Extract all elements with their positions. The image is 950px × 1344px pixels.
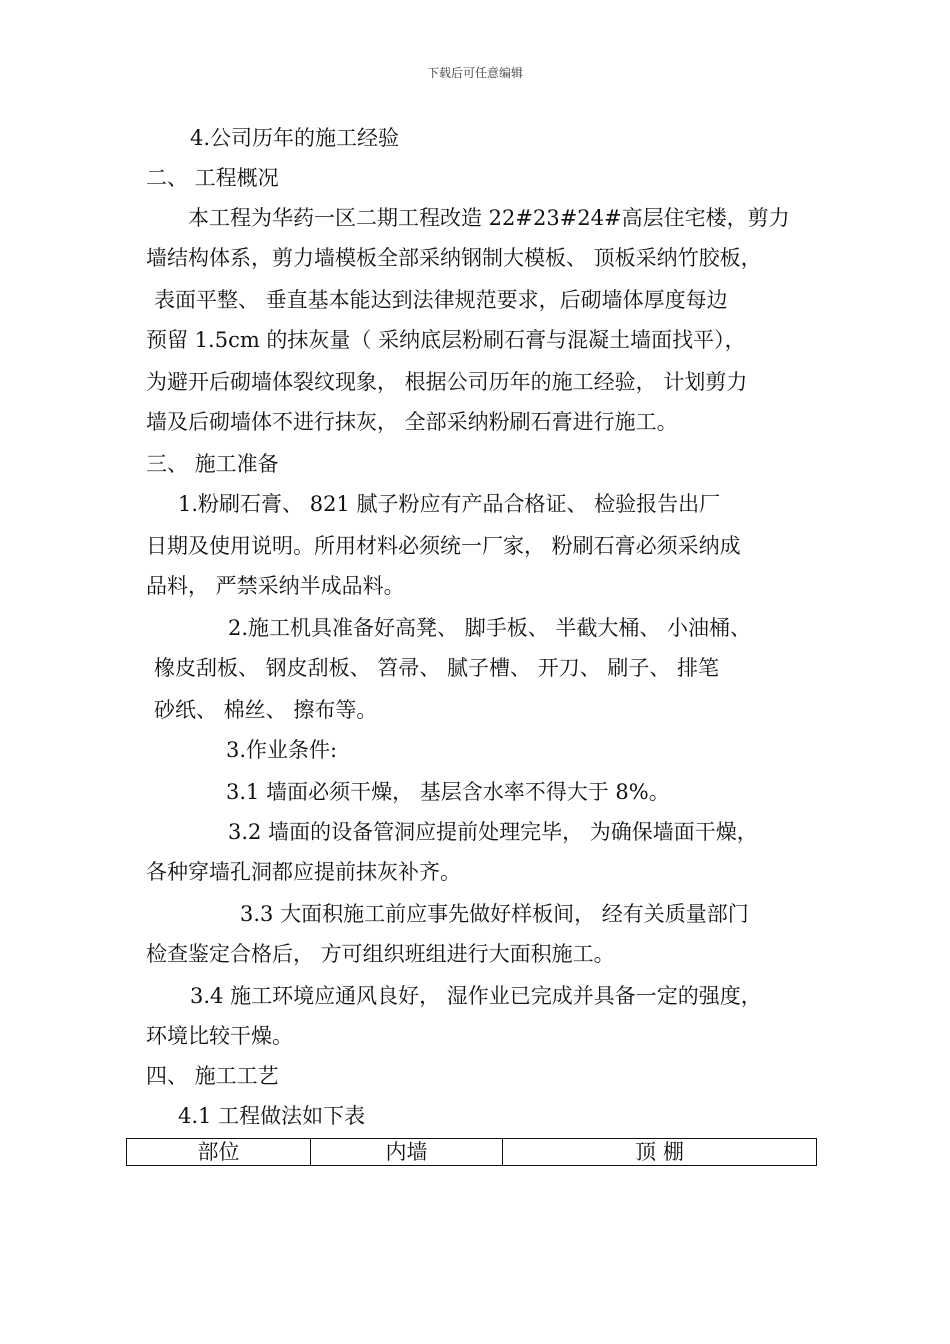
- text-line: 品料， 严禁采纳半成品料。: [146, 574, 405, 598]
- text-line: 本工程为华药一区二期工程改造 22#23#24#高层住宅楼，剪力: [188, 206, 790, 230]
- table-header-cell-inner-wall: 内墙: [311, 1139, 503, 1166]
- text-line: 二、 工程概况: [146, 166, 279, 190]
- text-line: 3.作业条件:: [226, 738, 338, 762]
- text-line: 砂纸、 棉丝、 擦布等。: [154, 698, 378, 722]
- text-line: 墙及后砌墙体不进行抹灰， 全部采纳粉刷石膏进行施工。: [146, 410, 678, 434]
- text-line: 墙结构体系，剪力墙模板全部采纳钢制大模板、 顶板采纳竹胶板，: [146, 246, 762, 270]
- text-line: 橡皮刮板、 钢皮刮板、 笤帚、 腻子槽、 开刀、 刷子、 排笔: [154, 656, 720, 680]
- text-line: 预留 1.5cm 的抹灰量（ 采纳底层粉刷石膏与混凝土墙面找平），: [146, 328, 746, 352]
- table-header-cell-location: 部位: [127, 1139, 311, 1166]
- text-line: 表面平整、 垂直基本能达到法律规范要求，后砌墙体厚度每边: [154, 288, 728, 312]
- text-line: 四、 施工工艺: [146, 1064, 279, 1088]
- construction-method-table: [126, 1138, 817, 1166]
- text-line: 为避开后砌墙体裂纹现象， 根据公司历年的施工经验， 计划剪力: [146, 370, 748, 394]
- text-line: 4.1 工程做法如下表: [178, 1104, 366, 1128]
- text-line: 2.施工机具准备好高凳、 脚手板、 半截大桶、 小油桶、: [228, 616, 752, 640]
- text-line: 各种穿墙孔洞都应提前抹灰补齐。: [146, 860, 461, 884]
- text-line: 三、 施工准备: [146, 452, 279, 476]
- table-header-cell-ceiling: 顶 棚: [503, 1139, 817, 1166]
- text-line: 环境比较干燥。: [146, 1024, 293, 1048]
- text-line: 1.粉刷石膏、 821 腻子粉应有产品合格证、 检验报告出厂: [178, 492, 721, 516]
- table-header-row: [127, 1139, 817, 1166]
- text-line: 检查鉴定合格后， 方可组织班组进行大面积施工。: [146, 942, 615, 966]
- text-line: 3.3 大面积施工前应事先做好样板间， 经有关质量部门: [240, 902, 749, 926]
- text-line: 日期及使用说明。所用材料必须统一厂家， 粉刷石膏必须采纳成: [146, 534, 741, 558]
- text-line: 3.1 墙面必须干燥， 基层含水率不得大于 8%。: [226, 780, 670, 804]
- page-header-note: 下载后可任意编辑: [426, 66, 523, 80]
- text-line: 3.2 墙面的设备管洞应提前处理完毕， 为确保墙面干燥，: [228, 820, 758, 844]
- text-line: 3.4 施工环境应通风良好， 湿作业已完成并具备一定的强度，: [190, 984, 762, 1008]
- text-line: 4.公司历年的施工经验: [190, 126, 400, 150]
